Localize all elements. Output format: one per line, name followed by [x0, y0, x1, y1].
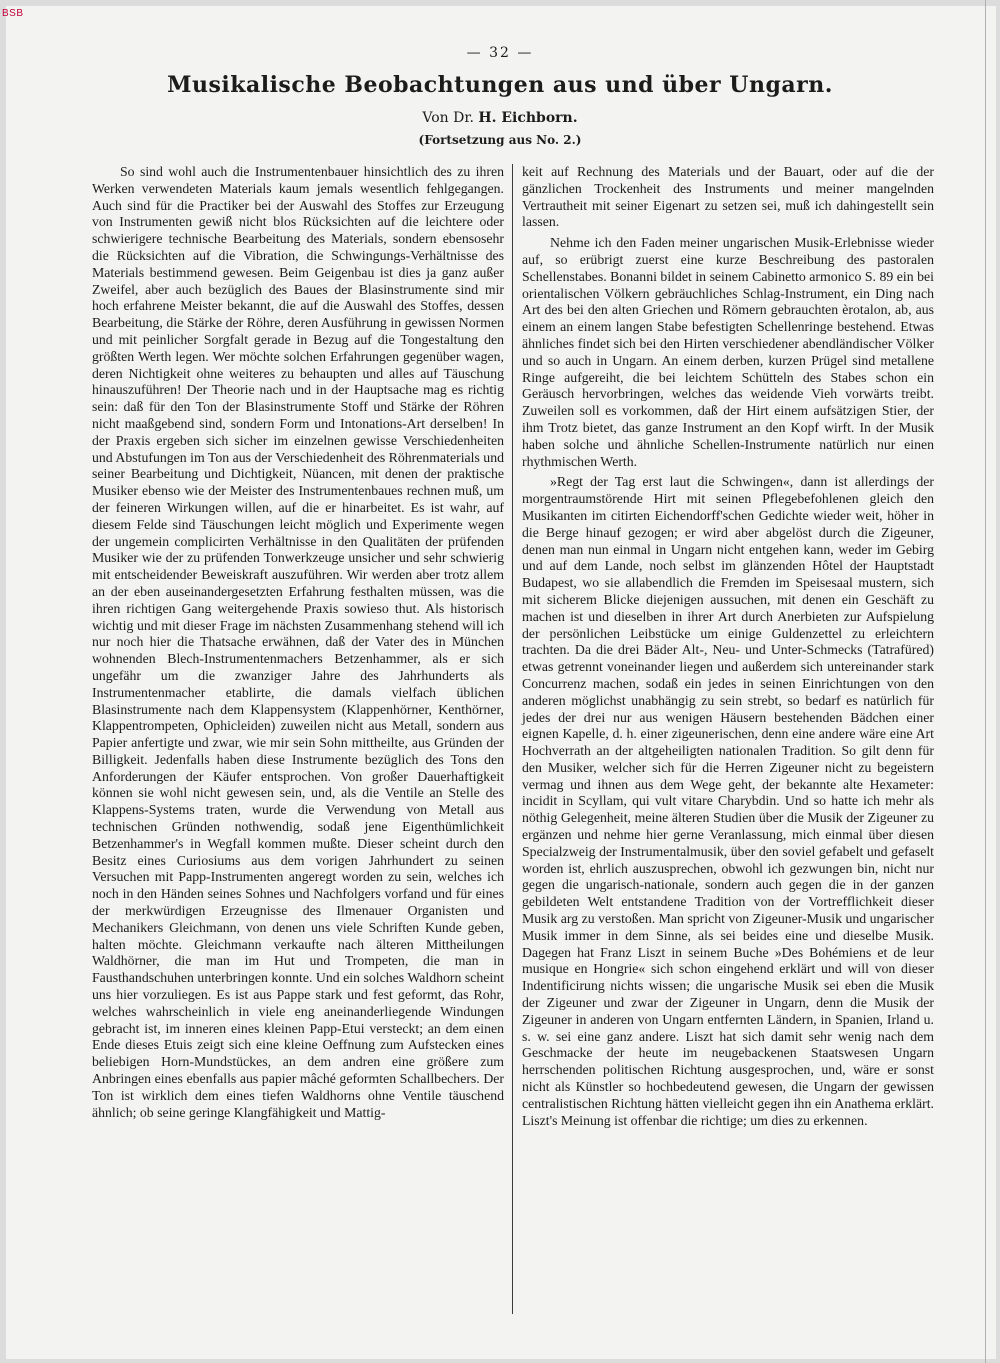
right-column — [522, 164, 934, 1129]
paragraph: So sind wohl auch die Instrumentenbauer hinsichtlich des zu ihren Werken verwendeten Materials kaum jemals wesentlich fehlgegangen. Auch sind für die Practiker bei der Auswahl des Stoffes zur Erzeugung von Instrumenten gewiß nicht blos Rücksichten auf die leichtere oder schwierigere technische Bearbeitung des Materials, sondern ebensosehr die Rücksichten auf die Vibration, die Schwingungs-Verhältnisse des Materials bestimmend gewesen. Beim Geigenbau ist dies ja ganz außer Zweifel, aber auch bezüglich des Baues der Blasinstrumente sind mir hoch erfahrene Meister bekannt, die auf die Auswahl des Stoffes, dessen Bearbeitung, die Stärke der Röhre, deren Ausführung in gewissen Normen und mit peinlicher Sorgfalt gerade in Bezug auf die Tongestaltung den größten Werth legen. Wer möchte solchen Erfahrungen gegenüber wagen, deren Nichtigkeit ohne weiteres zu behaupten und alles auf Täuschung hinauszuführen! Der Theorie nach und in der Hauptsache mag es richtig sein: daß für den Ton der Blasinstrumente Stoff und Stärke der Röhren nicht maaßgebend sind, sondern Form und Intonations-Art derselben! In der Praxis ergeben sich sicher im einzelnen gewisse Verschiedenheiten und Abstufungen im Ton aus der Verschiedenheit des Röhrenmaterials und seiner Bearbeitung und Dichtigkeit, Nüancen, mit denen der praktische Musiker ebenso wie der Meister des Instrumentenbaues rechnen muß, um der feineren Wirkungen willen, auf die er hinarbeitet. Es ist wahr, auf diesem Felde sind Täuschungen leicht möglich und Experimente wegen der ungemein complicirten Verhältnisse in den Qualitäten der prüfenden Musiker wie der zu prüfenden Tonwerkzeuge unsicher und sehr schwierig mit entscheidender Beweiskraft auszuführen. Wir werden aber trotz allem an der eben auseinandergesetzten Erfahrung festhalten müssen, was die ihren richtigen Gang weitergehende Praxis sowieso thut. Als historisch wichtig und mit dieser Frage im nächsten Zusammenhang stehend will ich nur noch hier die Thatsache erwähnen, daß der Vater des in München wohnenden Blech-Instrumentenmachers Betzenhammer, als er sich ungefähr um die zwanziger Jahre des Jahrhunderts als Instrumentenmacher etablirte, die damals vielfach üblichen Blasinstrumente nach dem Klappensystem (Klappenhörner, Kenthörner, Klappentrompeten, Ophicleiden) zuweilen nicht aus Metall, sondern aus Papier anfertigte und zwar, wie mir sein Sohn mittheilte, aus Gründen der Billigkeit. Jedenfalls haben diese Instrumente bezüglich des Tons den Anforderungen der Käufer entsprochen. Von großer Dauerhaftigkeit können sie wohl nicht gewesen sein, und, als die Ventile an Stelle des Klappens-Systems traten, wurde die Verwendung von Metall aus technischen Gründen nothwendig, sodaß jene Eigenthümlichkeit Betzenhammer's in Wegfall kommen mußte. Dieser scheint durch den Besitz eines Curiosiums aus dem vorigen Jahrhundert zu seinen Versuchen mit Papp-Instrumenten angeregt worden zu sein, welches ich noch in den Händen seines Sohnes und Nachfolgers vorfand und für eines der merkwürdigen Erzeugnisse des Ilmenauer Organisten und Mechanikers Gleichmann, von denen uns viele Schriften Kunde geben, halten möchte. Gleichmann verkaufte nach älteren Mittheilungen Waldhörner, die man im Hut und Trompeten, die man in Fausthandschuhen unterbringen konnte. Und ein solches Waldhorn scheint uns hier vorzuliegen. Es ist aus Pappe stark und fest geformt, das Rohr, welches wahrscheinlich in viele eng aneinanderliegende Windungen gebracht ist, im inneren eines kleinen Papp-Etui versteckt; an dem einen Ende dieses Etuis zeigt sich eine kleine Oeffnung zum Aufstecken eines beliebigen Horn-Mundstückes, an dem andren eine größere zum Anbringen eines ebenfalls aus papier mâché geformten Schallbechers. Der Ton ist wirklich dem eines tiefen Waldhorns ohne Ventile täuschend ähnlich; ob seine geringe Klangfähigkeit und Mattig- — [92, 164, 504, 1120]
column-rule — [512, 164, 513, 1314]
page-number: — 32 — — [466, 45, 534, 61]
author-name: H. Eichborn. — [478, 110, 578, 126]
paragraph: keit auf Rechnung des Materials und der Bauart, oder auf die der gänzlichen Trockenheit des Instruments und meiner mangelnden Vertrautheit mit seiner Eigenart zu setzen sei, muß ich dahingestellt sein lassen. — [522, 164, 934, 230]
continuation-note: (Fortsetzung aus No. 2.) — [418, 133, 582, 147]
author-prefix: Von Dr. — [422, 110, 474, 126]
library-mark: BSB — [2, 8, 24, 19]
author-line — [0, 110, 1000, 126]
left-column — [92, 164, 504, 1121]
article-title: Musikalische Beobachtungen aus und über Ungarn. — [167, 72, 833, 98]
paragraph: »Regt der Tag erst laut die Schwingen«, dann ist allerdings der morgentraumstörende Hirt mit seinen Pflegebefohlenen gleich den Musikanten im citirten Eichendorff'schen Gedichte wieder weit, höher in die Berge hinauf gezogen; er wird aber abgelöst durch die Zigeuner, denen man nun einmal in Ungarn nicht entgehen kann, weder im Gebirg und auf dem Lande, noch selbst im glänzenden Hôtel der Hauptstadt Budapest, wo sie allabendlich die Fremden im Speisesaal mustern, sich mit sicherem Blicke diejenigen aussuchen, mit denen ein Geschäft zu machen ist und dieselben in ihrer Art durch Anerbieten zur Aufspielung der persönlichen Leibstücke um einige Guldenzettel zu erleichtern trachten. Da die drei Bäder Alt-, Neu- und Unter-Schmecks (Tatrafüred) etwas getrennt voneinander liegen und außerdem sich untereinander stark Concurrenz machen, sodaß ein jedes in seinen Einrichtungen von den anderen möglichst unabhängig zu sein strebt, so bedarf es natürlich für jedes der drei nur aus wenigen Häusern bestehenden Bädchen einer eignen Kapelle, d. h. einer zigeunerischen, denn eine andere wäre eine Art Hochverrath an der altgeheiligten nationalen Tradition. So gilt denn für den Musiker, welcher sich für die Herren Zigeuner nicht zu begeistern vermag und ihnen aus dem Wege geht, der bekannte alte Hexameter: incidit in Scyllam, qui vult vitare Charybdin. Und so hatte ich mehr als nöthig Gelegenheit, meine älteren Studien über die Musik der Zigeuner zu ergänzen und nehme hier gerne Veranlassung, mich einmal über diesen Specialzweig der Instrumentalmusik, über den soviel gefabelt und gefaselt worden ist, ehrlich auszusprechen, obwohl ich gezwungen bin, nicht nur gegen die ungarisch-nationale, sondern auch gegen die in der ganzen gebildeten Welt entstandene Tradition von der Vortrefflichkeit dieser Musik arg zu verstoßen. Man spricht von Zigeuner-Musik und ungarischer Musik immer in dem Sinne, als sei beides eine und dieselbe Musik. Dagegen hat Franz Liszt in seinem Buche »Des Bohémiens et de leur musique en Hongrie« sich schon eingehend erklärt und will von dieser Indentificirung nichts wissen; die ungarische Musik sei eben die Musik der Zigeuner und zwar der Zigeuner in Ungarn, denn die Musik der Zigeuner in anderen von Ungarn entfernten Ländern, in Spanien, Irland u. s. w. sei eine ganz andere. Liszt hat sich damit sehr wenig nach dem Geschmacke der heute im neugebackenen Staatswesen Ungarn herrschenden politischen Richtung ausgesprochen, und, wäre er sonst nicht als Künstler so hochbedeutend gewesen, die Ungarn der gewissen centralistischen Richtung hätten vielleicht gegen ihn ein Anathema erklärt. Liszt's Meinung ist offenbar die richtige; um dies zu erkennen. — [522, 474, 934, 1128]
paragraph: Nehme ich den Faden meiner ungarischen Musik-Erlebnisse wieder auf, so erübrigt zuerst eine kurze Beschreibung des pastoralen Schellenstabes. Bonanni bildet in seinem Cabinetto armonico S. 89 ein bei orientalischen Völkern gebräuchliches Schlag-Instrument, ein Ding nach Art des bei den alten Griechen und Römern gebrauchten èrotalon, ab, aus einem an einem langen Stabe befestigten Schellenringe bestehend. Etwas ähnliches findet sich bei den Hirten verschiedener abendländischer Völker und so auch in Ungarn. An einem derben, kurzen Prügel sind metallene Ringe aufgereiht, die bei leichtem Schütteln des Stabes schon ein Geräusch hervorbringen, welches das weidende Vieh vorwärts treibt. Zuweilen soll es vorkommen, daß der Hirt einem aufsätzigen Stier, der ihm Trotz bietet, das ganze Instrument an den Kopf wirft. In der Musik haben solche und ähnliche Schellen-Instrumente natürlich nur einen rhythmischen Werth. — [522, 235, 934, 469]
page-edge — [985, 0, 986, 1363]
